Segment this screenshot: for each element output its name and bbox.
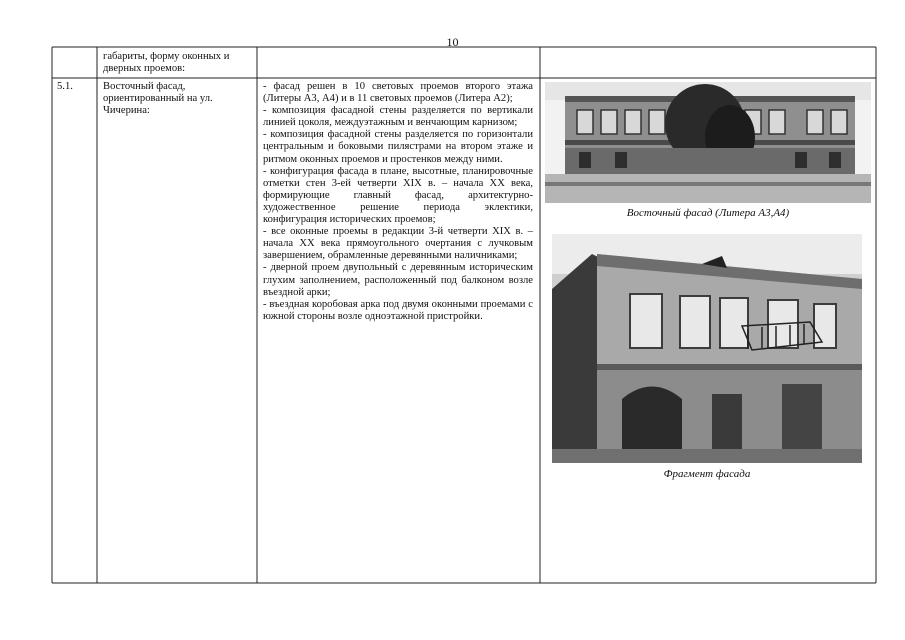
description-item: - въездная коробовая арка под двумя оконными проемами с южной стороны возле одноэтажной пристройки. xyxy=(263,298,533,322)
facade-fragment-caption: Фрагмент фасада xyxy=(663,468,751,480)
facade-fragment-photo xyxy=(552,234,862,463)
row-name: Восточный фасад, ориентированный на ул. Чичерина: xyxy=(103,81,213,117)
description-item: - композиция фасадной стены разделяется по горизонтали центральным и боковыми пилястрами на втором этаже и ритмом оконных проемов и простенков между ними. xyxy=(263,129,533,165)
row-description xyxy=(263,81,533,323)
description-item: - композиция фасадной стены разделяется по вертикали линией цоколя, междуэтажным и венчающим карнизом; xyxy=(263,105,533,129)
description-item: - дверной проем двупольный с деревянным историческим глухим заполнением, расположенный под балконом возле въездной арки; xyxy=(263,262,533,298)
east-facade-caption: Восточный фасад (Литера А3,А4) xyxy=(626,207,790,219)
east-facade-photo xyxy=(545,82,871,203)
page-number: 10 xyxy=(446,35,459,49)
previous-row-text: габариты, форму оконных и дверных проемов: xyxy=(103,51,230,75)
description-item: - фасад решен в 10 световых проемов второго этажа (Литеры А3, А4) и в 11 световых проемов (Литера А2); xyxy=(263,81,533,105)
row-number: 5.1. xyxy=(57,81,73,92)
description-item: - все оконные проемы в редакции 3-й четверти XIX в. – начала XX века прямоугольного очертания с лучковым завершением, обрамленные деревянными наличниками; xyxy=(263,226,533,262)
description-item: - конфигурация фасада в плане, высотные, планировочные отметки стен 3-ей четверти XIX в. – начала XX века, формирующие главный фасад, архитектурно-художественное решение периода эклектики, конфигурация исторических проемов; xyxy=(263,165,533,226)
